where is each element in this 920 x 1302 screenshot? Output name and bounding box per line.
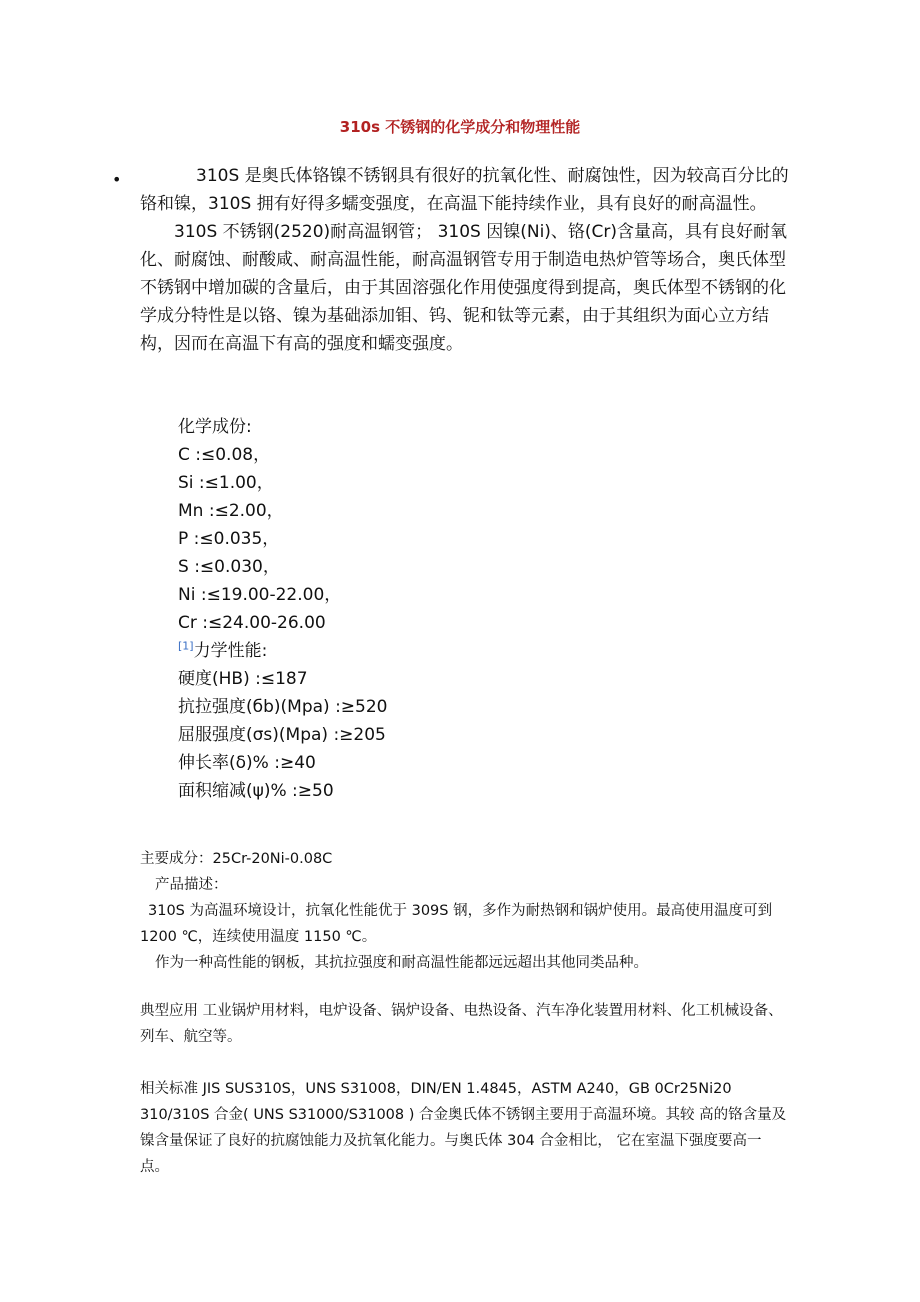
- standards-line: 相关标准 JIS SUS310S，UNS S31008，DIN/EN 1.4845，ASTM A240，GB 0Cr25Ni20: [140, 1081, 732, 1097]
- chemistry-item-c: C :≤0.08，: [178, 445, 271, 465]
- chemistry-item-s: S :≤0.030，: [178, 557, 280, 577]
- alloy-description: 310/310S 合金( UNS S31000/S31008 ) 合金奥氏体不锈钢主要用于高温环境。其较 高的铬含量及镍含量保证了良好的抗腐蚀能力及抗氧化能力。与奥氏体 304 合金相比， 它在室温下强度要高一点。: [140, 1107, 787, 1175]
- mechanical-item-area-reduction: 面积缩减(ψ)% :≥50: [178, 781, 334, 801]
- product-desc-paragraph-2: 作为一种高性能的钢板，其抗拉强度和耐高温性能都远远超出其他同类品种。: [155, 955, 648, 971]
- mechanical-item-yield: 屈服强度(σs)(Mpa) :≥205: [178, 725, 386, 745]
- mechanical-item-hardness: 硬度(HB) :≤187: [178, 669, 308, 689]
- applications-paragraph: 典型应用 工业锅炉用材料，电炉设备、锅炉设备、电热设备、汽车净化装置用材料、化工机械设备、列车、航空等。: [140, 1003, 783, 1045]
- mechanical-heading-row: [178, 637, 388, 665]
- chemistry-item-ni: Ni :≤19.00-22.00，: [178, 585, 342, 605]
- mechanical-item-tensile: 抗拉强度(бb)(Mpa) :≥520: [178, 697, 388, 717]
- bullet-marker: •: [112, 170, 122, 189]
- mechanical-heading: 力学性能:: [193, 641, 268, 661]
- intro-paragraph-2: 310S 不锈钢(2520)耐高温钢管； 310S 因镍(Ni)、铬(Cr)含量高，具有良好耐氧化、耐腐蚀、耐酸咸、耐高温性能，耐高温钢管专用于制造电热炉管等场合，奥氏体型不锈钢中增加碳的含量后，由于其固溶强化作用使强度得到提高，奥氏体型不锈钢的化学成分特性是以铬、镍为基础添加钼、钨、铌和钛等元素，由于其组织为面心立方结构，因而在高温下有高的强度和蠕变强度。: [140, 222, 788, 354]
- chemistry-item-si: Si :≤1.00，: [178, 473, 274, 493]
- main-component: 主要成分：25Cr-20Ni-0.08C: [140, 851, 333, 867]
- product-section: [140, 846, 790, 976]
- chemistry-item-p: P :≤0.035，: [178, 529, 280, 549]
- reference-link[interactable]: [1]: [178, 639, 194, 653]
- product-desc-heading: 产品描述：: [155, 877, 228, 893]
- mechanical-item-elongation: 伸长率(δ)% :≥40: [178, 753, 316, 773]
- chemistry-heading: 化学成份:: [178, 417, 252, 437]
- standards-section: [140, 1076, 790, 1180]
- chemistry-item-mn: Mn :≤2.00，: [178, 501, 284, 521]
- product-desc-paragraph-1: 310S 为高温环境设计，抗氧化性能优于 309S 钢，多作为耐热钢和锅炉使用。最高使用温度可到 1200 ℃，连续使用温度 1150 ℃。: [140, 903, 773, 945]
- document-title: 310s 不锈钢的化学成分和物理性能: [339, 118, 581, 136]
- intro-paragraph-1: 310S 是奥氏体铬镍不锈钢具有很好的抗氧化性、耐腐蚀性，因为较高百分比的铬和镍，310S 拥有好得多蠕变强度，在高温下能持续作业，具有良好的耐高温性。: [140, 166, 789, 214]
- intro-section: [140, 162, 800, 358]
- applications-section: [140, 998, 790, 1050]
- spec-list: [178, 413, 388, 805]
- chemistry-item-cr: Cr :≤24.00-26.00: [178, 613, 326, 633]
